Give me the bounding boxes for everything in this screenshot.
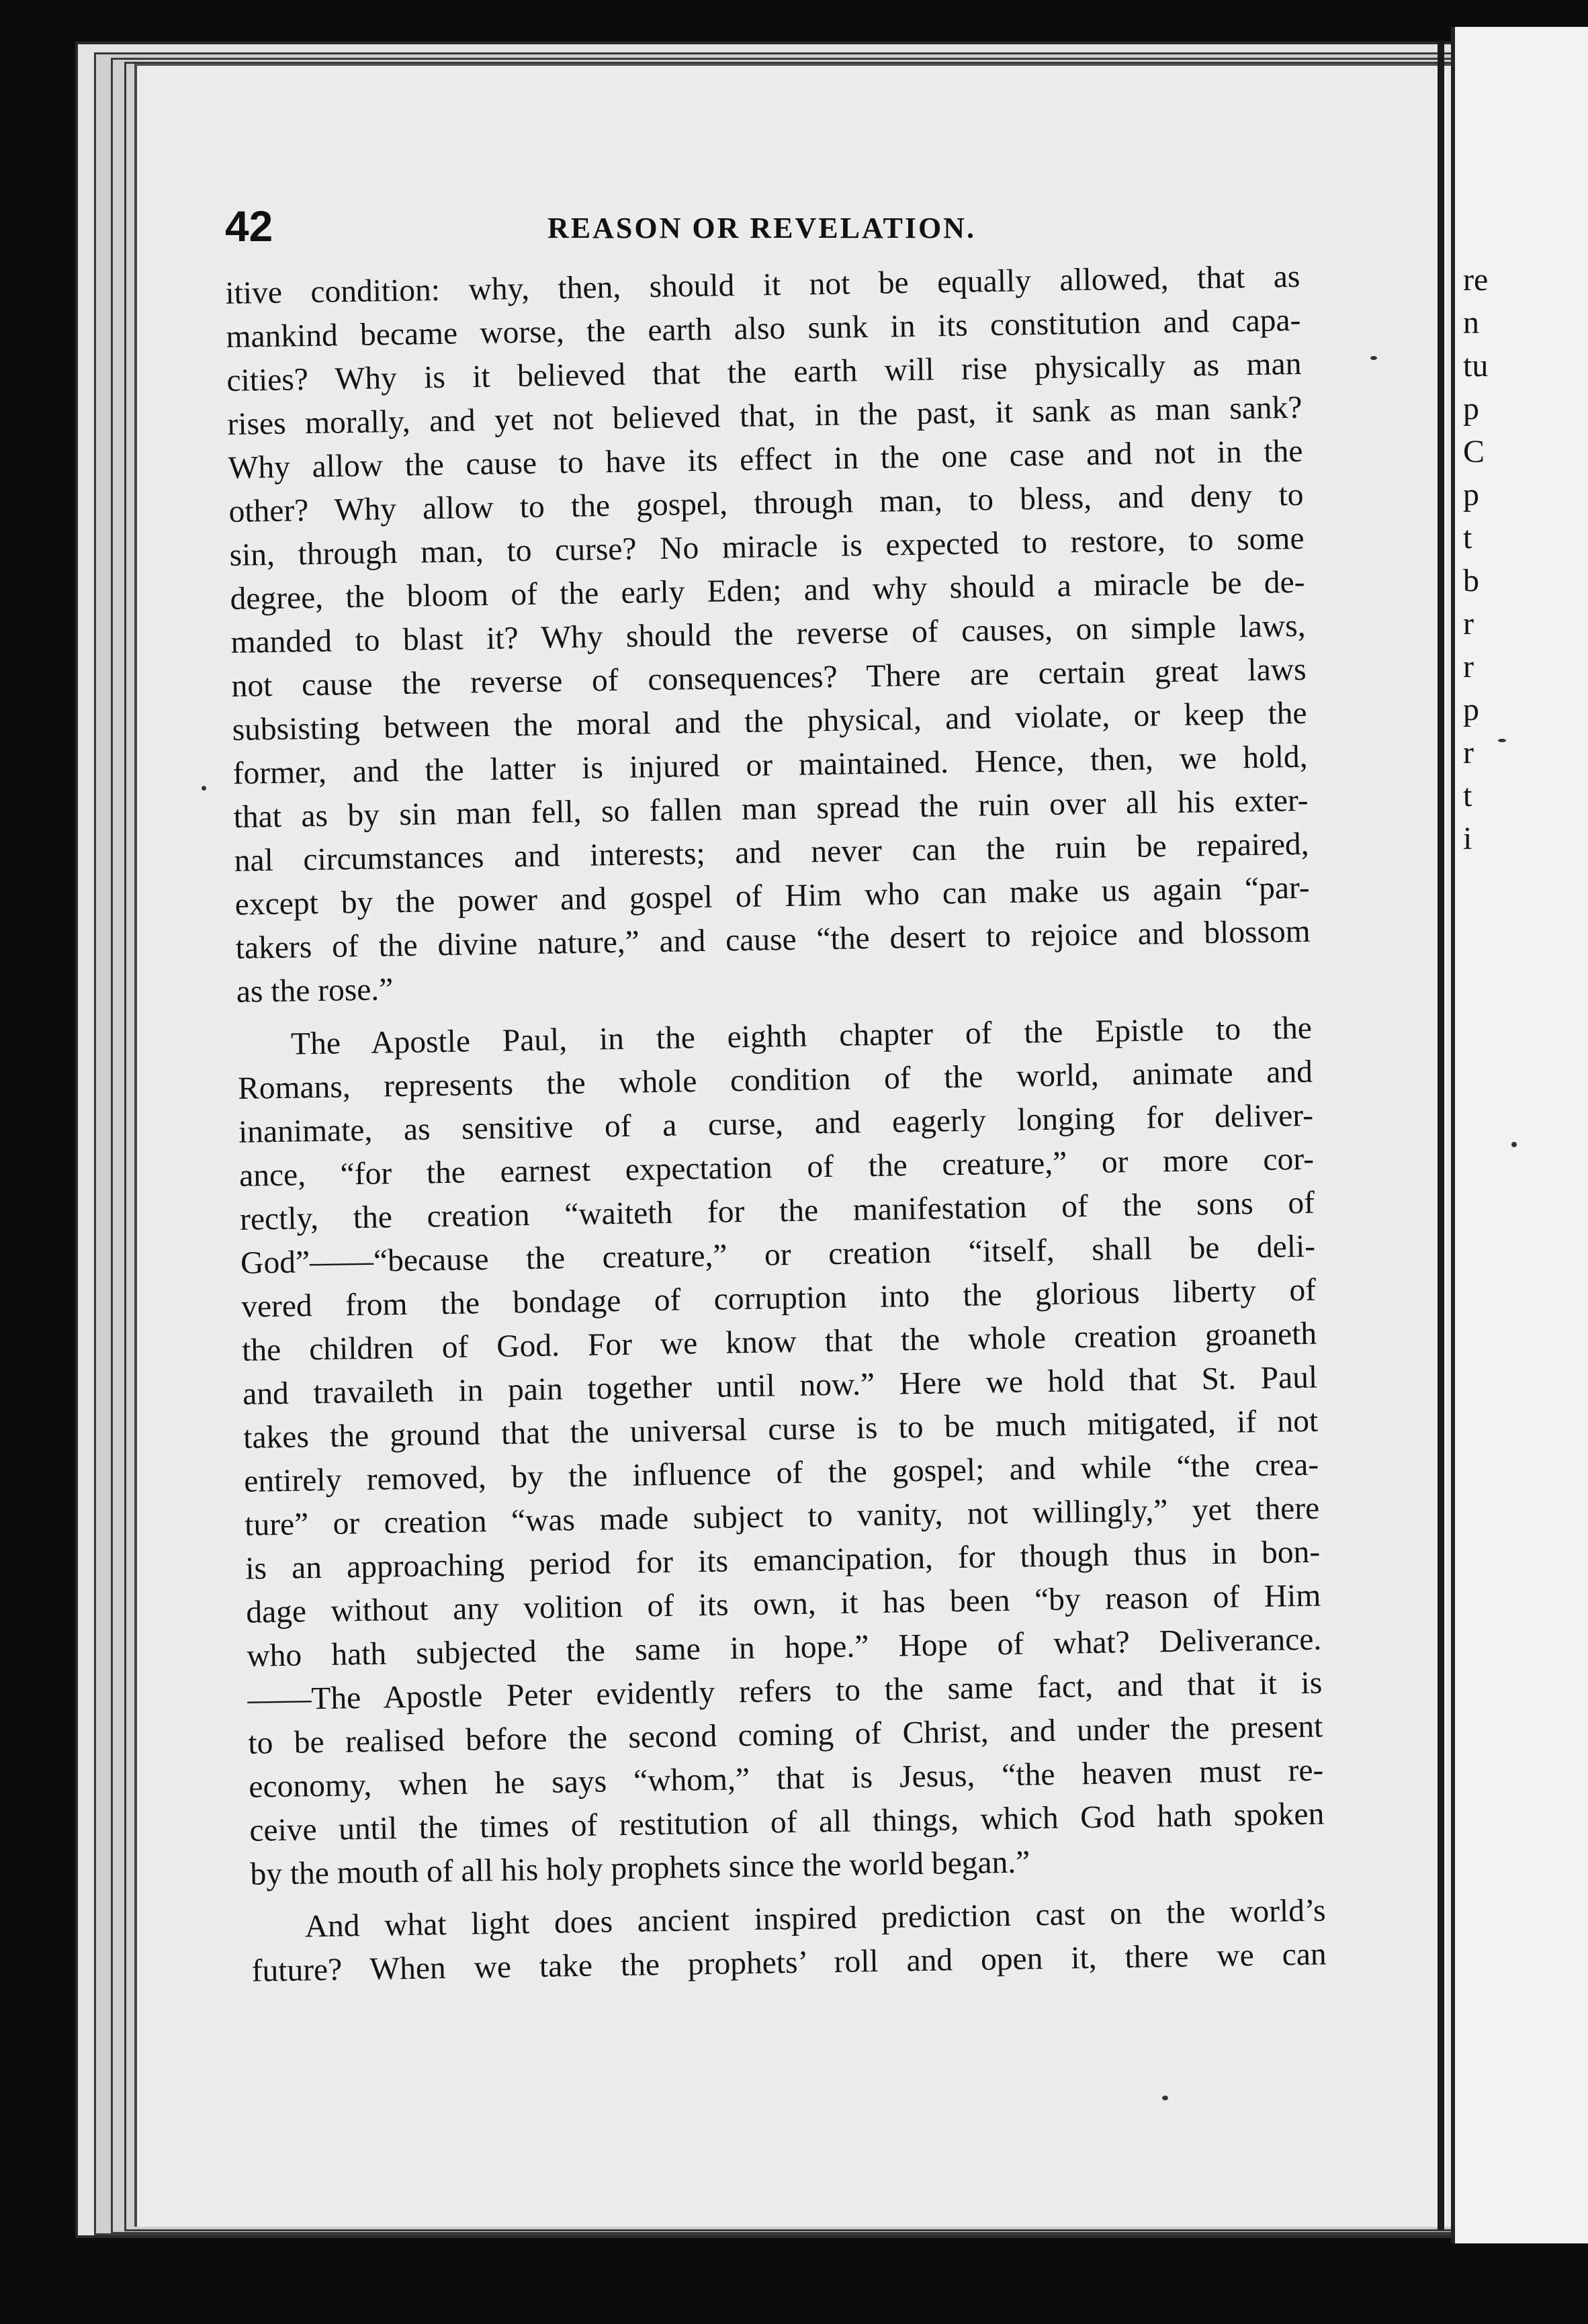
text-line: nal circumstances and interests; and never can the ruin be repaired, xyxy=(234,826,1309,879)
text-line: other? Why allow to the gospel, through man, to bless, and deny to xyxy=(228,477,1304,529)
facing-fragment: i xyxy=(1463,821,1472,856)
text-line: Why allow the cause to have its effect in the one case and not in the xyxy=(228,433,1303,486)
facing-page-text xyxy=(1463,259,1584,860)
text-line: rises morally, and yet not believed that, in the past, it sank as man sank? xyxy=(227,390,1303,442)
text-line: ture” or creation “was made subject to vanity, not willingly,” yet there xyxy=(244,1490,1320,1543)
text-line: inanimate, as sensitive of a curse, and eagerly longing for deliver- xyxy=(238,1098,1314,1150)
text-line: former, and the latter is injured or maintained. Hence, then, we hold, xyxy=(232,739,1308,791)
text-line: itive condition: why, then, should it not be equally allowed, that as xyxy=(225,259,1300,311)
text-line: Romans, represents the whole condition of the world, animate and xyxy=(237,1054,1313,1106)
ink-speck xyxy=(1498,739,1506,742)
text-line: entirely removed, by the influence of the gospel; and while “the crea- xyxy=(243,1447,1319,1499)
text-line: except by the power and gospel of Him who can make us again “par- xyxy=(234,870,1311,922)
facing-fragment: n xyxy=(1463,305,1479,341)
ink-speck xyxy=(1370,356,1377,360)
paragraph-1 xyxy=(225,255,1311,1014)
text-line: to be realised before the second coming of Christ, and under the present xyxy=(248,1709,1323,1761)
text-line: mankind became worse, the earth also sunk in its constitution and capa- xyxy=(226,302,1301,355)
text-line: takes the ground that the universal curse is to be much mitigated, if not xyxy=(242,1403,1319,1456)
facing-fragment: b xyxy=(1463,563,1479,598)
facing-fragment: r xyxy=(1463,649,1474,684)
facing-fragment: p xyxy=(1463,477,1479,512)
page-number: 42 xyxy=(225,202,273,251)
text-line: ——The Apostle Peter evidently refers to the same fact, and that it is xyxy=(247,1665,1323,1717)
text-line: future? When we take the prophets’ roll and open it, there we can xyxy=(251,1936,1327,1989)
text-line: ance, “for the earnest expectation of the creature,” or more cor- xyxy=(238,1141,1315,1194)
text-line: ceive until the times of restitution of all things, which God hath spoken xyxy=(249,1796,1325,1848)
facing-fragment: r xyxy=(1463,735,1474,770)
running-head xyxy=(225,202,1340,262)
text-line: cities? Why is it believed that the earth will rise physically as man xyxy=(226,346,1302,398)
text-line: rectly, the creation “waiteth for the manifestation of the sons of xyxy=(239,1185,1315,1237)
text-line: manded to blast it? Why should the reverse of causes, on simple laws, xyxy=(230,608,1306,660)
text-line: vered from the bondage of corruption into the glorious liberty of xyxy=(240,1272,1317,1325)
text-line: degree, the bloom of the early Eden; and why should a miracle be de- xyxy=(230,564,1305,617)
text-line: sin, through man, to curse? No miracle is expected to restore, to some xyxy=(229,521,1305,573)
text-line: that as by sin man fell, so fallen man spread the ruin over all his exter- xyxy=(233,783,1309,835)
text-line: and travaileth in pain together until now.” Here we hold that St. Paul xyxy=(242,1359,1318,1412)
paragraph-2 xyxy=(237,1007,1325,1897)
facing-fragment: re xyxy=(1463,262,1489,298)
text-line: And what light does ancient inspired prediction cast on the world’s xyxy=(304,1893,1326,1945)
ink-speck xyxy=(202,786,206,791)
text-line: economy, when he says “whom,” that is Jesus, “the heaven must re- xyxy=(249,1752,1324,1805)
facing-fragment: t xyxy=(1463,778,1472,813)
book-title: REASON OR REVELATION. xyxy=(547,212,976,244)
body-text xyxy=(225,255,1327,1994)
facing-fragment: p xyxy=(1463,692,1479,727)
facing-fragment: C xyxy=(1463,434,1485,470)
text-line: not cause the reverse of consequences? There are certain great laws xyxy=(231,652,1307,704)
text-line: is an approaching period for its emancipation, for though thus in bon- xyxy=(245,1534,1321,1586)
facing-fragment: r xyxy=(1463,606,1474,641)
facing-fragment: tu xyxy=(1463,348,1489,384)
facing-fragment: t xyxy=(1463,520,1472,555)
text-line: as the rose.” xyxy=(236,972,394,1010)
paragraph-3 xyxy=(251,1889,1327,1994)
text-line: God”——“because the creature,” or creation “itself, shall be deli- xyxy=(240,1228,1316,1281)
text-line: the children of God. For we know that the whole creation groaneth xyxy=(241,1316,1317,1368)
ink-speck xyxy=(1511,1142,1517,1147)
ink-speck xyxy=(1162,2096,1168,2100)
book-spine xyxy=(1438,40,1444,2230)
text-line: subsisting between the moral and the physical, and violate, or keep the xyxy=(232,695,1307,748)
text-line: The Apostle Paul, in the eighth chapter of the Epistle to the xyxy=(290,1010,1313,1062)
text-line: takers of the divine nature,” and cause “the desert to rejoice and blossom xyxy=(235,913,1311,966)
text-line: by the mouth of all his holy prophets since the world began.” xyxy=(250,1844,1030,1892)
text-line: who hath subjected the same in hope.” Hope of what? Deliverance. xyxy=(246,1621,1322,1674)
facing-fragment: p xyxy=(1463,391,1479,427)
text-line: dage without any volition of its own, it has been “by reason of Him xyxy=(245,1578,1321,1630)
